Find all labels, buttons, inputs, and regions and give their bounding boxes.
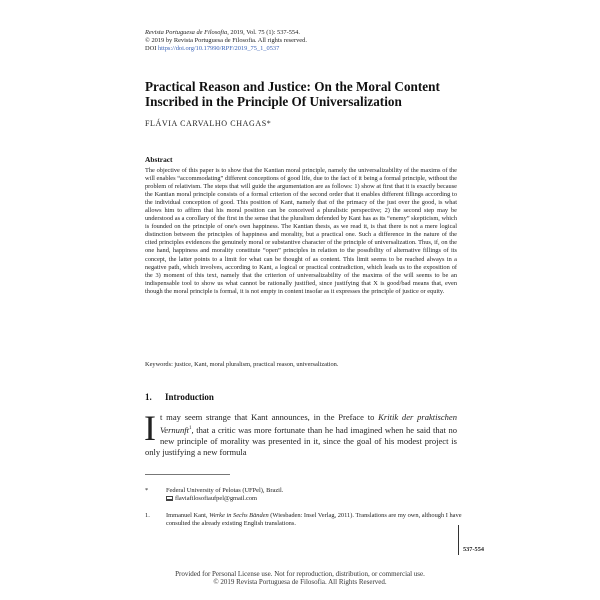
email-address[interactable]: flaviafilosofiaufpel@gmail.com: [175, 495, 258, 502]
email-line: [166, 495, 466, 503]
section-title: Introduction: [165, 392, 214, 402]
citation-line: [145, 29, 307, 37]
page-number-rule: [458, 525, 459, 555]
article-title: Practical Reason and Justice: On the Moral Content Inscribed in the Principle Of Universalization: [145, 79, 440, 109]
footnote-body: [166, 512, 466, 528]
footnote-number: 1.: [145, 512, 150, 519]
footnote-author: Immanuel Kant,: [166, 512, 210, 519]
footnote-ref[interactable]: 1: [188, 426, 192, 432]
license-notice: Provided for Personal License use. Not for reproduction, distribution, or commercial use.: [175, 570, 425, 578]
abstract-heading: Abstract: [145, 155, 173, 164]
abstract-text: The objective of this paper is to show that the Kantian moral principle, namely the universalizability of the maxims of the will enables “accommodating” different conceptions of good life, due to the fact of it being a formal principle, without the problem of relativism. The steps that will guide the argumentation are as follows: 1) show at first that it is exactly because the Kantian moral principle consists of a formal criterion of the second order that it enables different fillings according to the individual conception of good. This position of Kant, namely that of the primacy of the just over the good, is what allows him to affirm that his moral position can be conceived a pluralistic perspective; 2) the second step may be understood as a corollary of the first in the sense that the pluralism defended by Kant has as its “enemy” skepticism, which is founded on the principle of one's own happiness. The Kantian thesis, as we read it, is that there is not a mere logical distinction between the principles of happiness and morality, but a practical one. Such a difference in the nature of the cited principles evidences the genuinely moral or substantive character of the principle of universalization. Thus, if, on the one hand, happiness and morality constitute “open” principles in relation to the possibility of alternative fillings of its concept, the latter points to a limit for what can be thought of as content. This limit seems to be reached always in a negative path, which involves, according to Kant, a logical or practical contradiction, which leads us to the exposition of the 3) moment of this text, namely that the criterion of universalizability of the maxims of the will seems to be an indispensable tool to show us what cannot be rationally justified, since justifying that X is good/bad means that, even though the moral principle is formal, it is not empty in content insofar as it expresses the principle of justice or equity.: [145, 167, 457, 295]
introduction-paragraph: [144, 408, 457, 458]
journal-name: Revista Portuguesa de Filosofia: [145, 29, 228, 36]
envelope-icon: [166, 496, 173, 501]
footer-copyright: © 2019 Revista Portuguesa de Filosofia. All Rights Reserved.: [213, 578, 387, 586]
citation-details: , 2019, Vol. 75 (1): 537-554.: [227, 29, 300, 36]
doi-label: DOI: [145, 45, 157, 52]
book-title: Kritik der praktischen Vernunft: [160, 412, 457, 435]
footnote-work: Werke in Sechs Bänden: [209, 512, 269, 519]
keywords: Keywords: justice, Kant, moral pluralism, practical reason, universalization.: [145, 361, 339, 368]
intro-text-after: , that a critic was more fortunate than he had imagined when he said that no new principle of morality was presented in it, since the goal of his modest project is only justifying a new formula: [145, 424, 457, 458]
footnote-body: [166, 487, 466, 503]
journal-header: [145, 29, 307, 53]
doi-link[interactable]: https://doi.org/10.17990/RPF/2019_75_1_0537: [157, 45, 280, 52]
drop-cap: I: [144, 408, 156, 448]
footnote-divider: [145, 474, 230, 475]
copyright-line: © 2019 by Revista Portuguesa de Filosofia. All rights reserved.: [145, 37, 307, 44]
section-number: 1.: [145, 392, 152, 402]
intro-text-before: t may seem strange that Kant announces, in the Preface to: [160, 412, 379, 422]
footnote-rest: (Wiesbaden: Insel Verlag, 2011). Translations are my own, although I have consulted the already existing English translations.: [166, 512, 462, 527]
doi-line: [145, 45, 307, 53]
author-name: FLÁVIA CARVALHO CHAGAS*: [145, 119, 272, 128]
footnote-mark: *: [145, 487, 149, 494]
page-range: 537-554: [463, 546, 484, 553]
section-heading: [145, 392, 214, 402]
affiliation: Federal University of Pelotas (UFPel), Brazil.: [166, 487, 284, 494]
